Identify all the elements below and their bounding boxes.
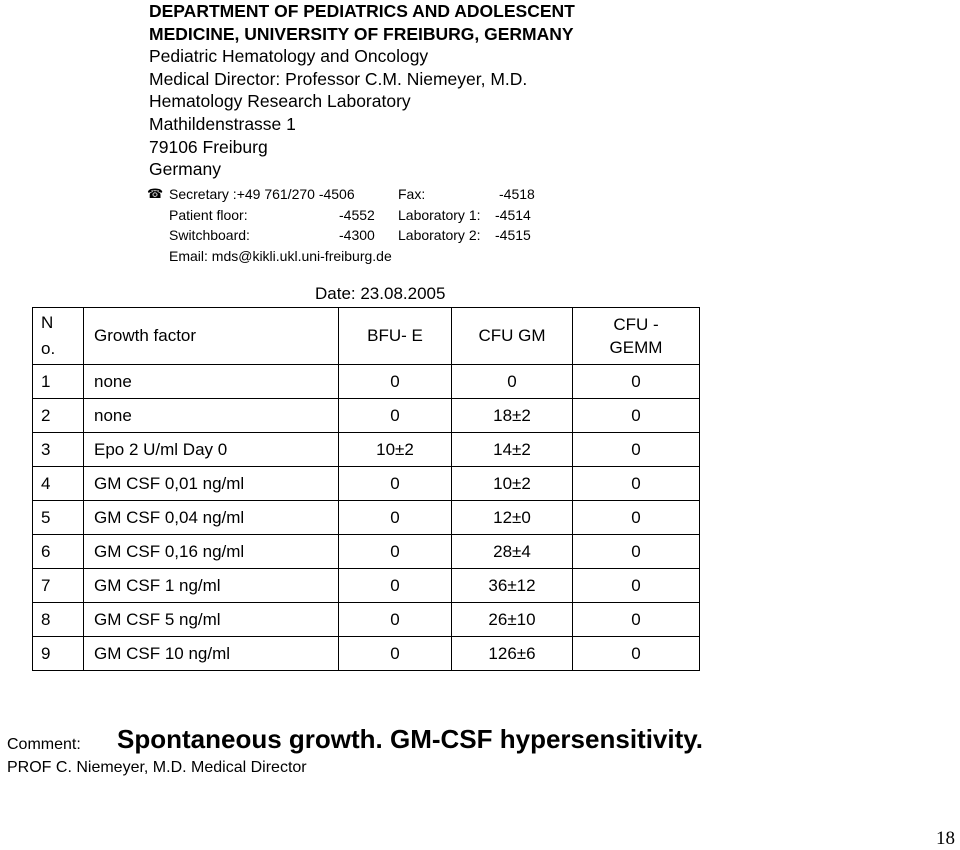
letterhead (149, 0, 575, 181)
growth-factor-cell: GM CSF 0,04 ng/ml (84, 501, 339, 535)
contact-value-2: -4515 (495, 227, 531, 243)
contact-value-2: -4518 (499, 186, 535, 202)
header-bfu-e: BFU- E (339, 308, 452, 365)
cfu-gm-cell: 26±10 (452, 603, 573, 637)
contact-value-2: -4514 (495, 206, 531, 223)
table-row (33, 603, 700, 637)
bfu-e-cell: 0 (339, 399, 452, 433)
row-number: 3 (33, 433, 84, 467)
growth-factor-cell: GM CSF 5 ng/ml (84, 603, 339, 637)
table-header-row (33, 308, 700, 365)
contact-label-2: Laboratory 1: (398, 206, 481, 223)
row-number: 9 (33, 637, 84, 671)
contact-label: Switchboard: (169, 227, 250, 243)
bfu-e-cell: 0 (339, 501, 452, 535)
header-growth-factor: Growth factor (84, 308, 339, 365)
cfu-gm-cell: 12±0 (452, 501, 573, 535)
department-line-2: MEDICINE, UNIVERSITY OF FREIBURG, GERMANY (149, 23, 574, 44)
growth-factor-cell: GM CSF 0,01 ng/ml (84, 467, 339, 501)
table-row (33, 535, 700, 569)
row-number: 4 (33, 467, 84, 501)
results-table (32, 307, 700, 671)
bfu-e-cell: 0 (339, 637, 452, 671)
cfu-gemm-cell: 0 (573, 365, 700, 399)
row-number: 5 (33, 501, 84, 535)
bfu-e-cell: 0 (339, 467, 452, 501)
page-number: 18 (936, 828, 955, 849)
cfu-gm-cell: 10±2 (452, 467, 573, 501)
growth-factor-cell: none (84, 399, 339, 433)
contact-label: Secretary :+49 761/270 -4506 (169, 186, 355, 202)
cfu-gemm-cell: 0 (573, 467, 700, 501)
cfu-gemm-cell: 0 (573, 399, 700, 433)
bfu-e-cell: 10±2 (339, 433, 452, 467)
cfu-gm-cell: 0 (452, 365, 573, 399)
cfu-gm-cell: 28±4 (452, 535, 573, 569)
header-cfu-gemm: CFU - GEMM (573, 308, 700, 365)
bfu-e-cell: 0 (339, 603, 452, 637)
growth-factor-cell: GM CSF 1 ng/ml (84, 569, 339, 603)
cfu-gemm-cell: 0 (573, 603, 700, 637)
contact-value: -4552 (339, 206, 375, 223)
header-number: N o. (33, 308, 84, 365)
country: Germany (149, 159, 221, 180)
cfu-gm-cell: 14±2 (452, 433, 573, 467)
signature-line: PROF C. Niemeyer, M.D. Medical Director (7, 759, 307, 776)
telephone-icon: ☎ (147, 186, 164, 201)
bfu-e-cell: 0 (339, 535, 452, 569)
city: 79106 Freiburg (149, 136, 268, 157)
bfu-e-cell: 0 (339, 365, 452, 399)
header-cfu-gm: CFU GM (452, 308, 573, 365)
growth-factor-cell: none (84, 365, 339, 399)
cfu-gemm-cell: 0 (573, 535, 700, 569)
cfu-gemm-cell: 0 (573, 433, 700, 467)
row-number: 2 (33, 399, 84, 433)
growth-factor-cell: GM CSF 10 ng/ml (84, 637, 339, 671)
cfu-gemm-cell: 0 (573, 637, 700, 671)
row-number: 7 (33, 569, 84, 603)
contact-label: Patient floor: (169, 206, 248, 223)
cfu-gm-cell: 126±6 (452, 637, 573, 671)
contact-value: -4300 (339, 227, 375, 243)
growth-factor-cell: GM CSF 0,16 ng/ml (84, 535, 339, 569)
table-row (33, 569, 700, 603)
cfu-gm-cell: 18±2 (452, 399, 573, 433)
cfu-gm-cell: 36±12 (452, 569, 573, 603)
laboratory-name: Hematology Research Laboratory (149, 91, 411, 112)
division: Pediatric Hematology and Oncology (149, 46, 429, 67)
department-line-1: DEPARTMENT OF PEDIATRICS AND ADOLESCENT (149, 1, 575, 21)
table-row (33, 433, 700, 467)
table-row (33, 501, 700, 535)
table-row (33, 365, 700, 399)
cfu-gemm-cell: 0 (573, 569, 700, 603)
row-number: 8 (33, 603, 84, 637)
email-address[interactable]: Email: mds@kikli.ukl.uni-freiburg.de (169, 247, 392, 264)
table-row (33, 399, 700, 433)
medical-director: Medical Director: Professor C.M. Niemeyer, M.D. (149, 68, 528, 89)
table-row (33, 637, 700, 671)
growth-factor-cell: Epo 2 U/ml Day 0 (84, 433, 339, 467)
street-address: Mathildenstrasse 1 (149, 113, 296, 134)
comment-text: Spontaneous growth. GM-CSF hypersensitivity. (117, 724, 704, 754)
report-date: Date: 23.08.2005 (315, 284, 446, 303)
comment-label: Comment: (7, 736, 81, 753)
table-row (33, 467, 700, 501)
row-number: 6 (33, 535, 84, 569)
bfu-e-cell: 0 (339, 569, 452, 603)
contact-label-2: Laboratory 2: (398, 227, 481, 243)
row-number: 1 (33, 365, 84, 399)
contact-label-2: Fax: (398, 186, 426, 202)
cfu-gemm-cell: 0 (573, 501, 700, 535)
